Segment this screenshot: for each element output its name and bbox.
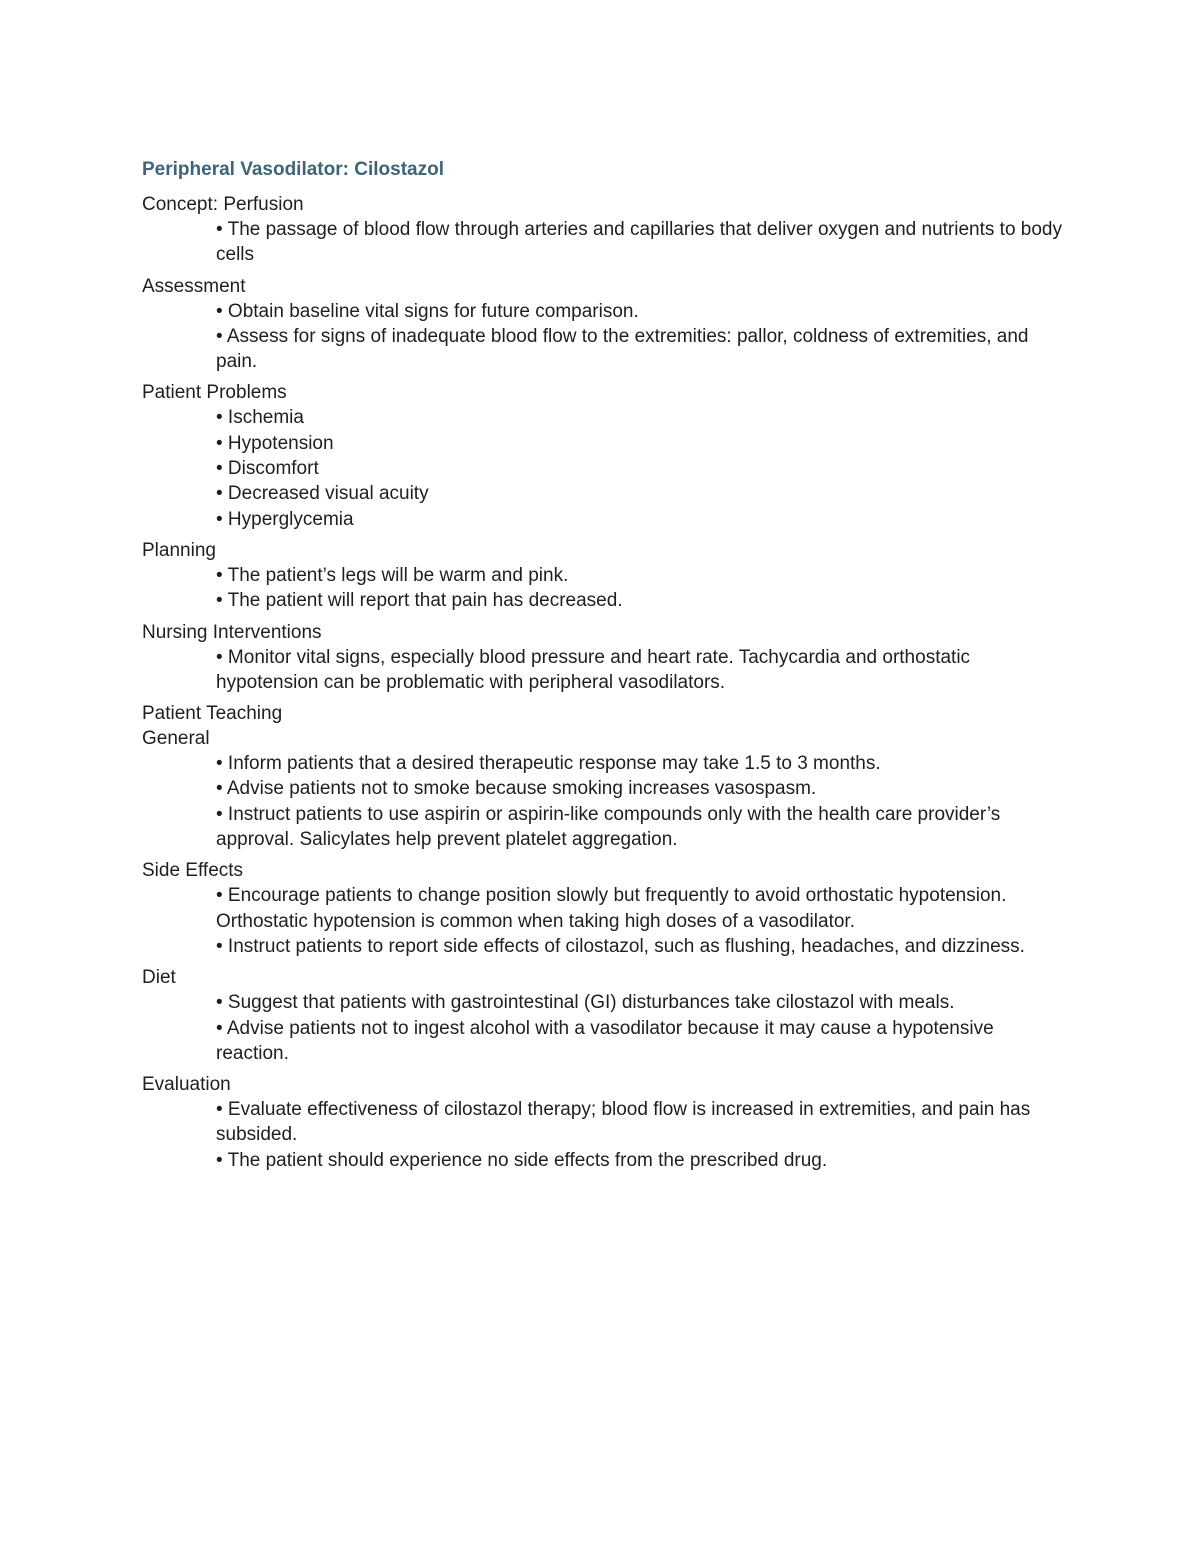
section-assessment — [142, 274, 1062, 375]
section-planning — [142, 538, 1062, 614]
bullet-item: • Decreased visual acuity — [216, 483, 429, 505]
section-concept — [142, 192, 1062, 268]
section-heading: Assessment — [142, 275, 246, 297]
bullet-item: • Assess for signs of inadequate blood flow to the extremities: pallor, coldness of extremities, and pain. — [216, 325, 1029, 373]
bullet-list — [142, 751, 1062, 852]
bullet-item: • Instruct patients to report side effects of cilostazol, such as flushing, headaches, and dizziness. — [216, 935, 1025, 957]
bullet-list — [142, 217, 1062, 268]
bullet-item: • Inform patients that a desired therapeutic response may take 1.5 to 3 months. — [216, 753, 881, 775]
bullet-item: • The passage of blood flow through arteries and capillaries that deliver oxygen and nutrients to body cells — [216, 219, 1062, 266]
document-page — [142, 156, 1062, 1179]
bullet-list — [142, 883, 1062, 959]
bullet-list — [142, 1097, 1062, 1173]
bullet-list — [142, 299, 1062, 375]
bullet-item: • Evaluate effectiveness of cilostazol therapy; blood flow is increased in extremities, and pain has subsided. — [216, 1099, 1031, 1146]
bullet-list — [142, 405, 1062, 531]
bullet-item: • The patient will report that pain has decreased. — [216, 590, 623, 612]
bullet-item: • The patient’s legs will be warm and pink. — [216, 564, 569, 586]
section-diet — [142, 965, 1062, 1066]
bullet-item: • Obtain baseline vital signs for future comparison. — [216, 300, 639, 322]
section-heading: Patient Problems — [142, 382, 287, 404]
bullet-list — [142, 563, 1062, 614]
bullet-item: • Encourage patients to change position slowly but frequently to avoid orthostatic hypotension. Orthostatic hypotension is common when taking high doses of a vasodilator. — [216, 885, 1007, 932]
section-heading: Nursing Interventions — [142, 621, 322, 643]
section-heading: Evaluation — [142, 1074, 231, 1096]
section-patient-problems — [142, 380, 1062, 531]
bullet-list — [142, 645, 1062, 696]
bullet-item: • Advise patients not to ingest alcohol with a vasodilator because it may cause a hypotensive reaction. — [216, 1017, 994, 1064]
section-side-effects — [142, 858, 1062, 959]
bullet-item: • Hyperglycemia — [216, 508, 354, 530]
bullet-item: • Instruct patients to use aspirin or aspirin-like compounds only with the health care provider’s approval. Salicylates help prevent platelet aggregation. — [216, 803, 1001, 851]
bullet-list — [142, 990, 1062, 1066]
section-nursing-interventions — [142, 620, 1062, 696]
section-evaluation — [142, 1072, 1062, 1173]
section-heading: Planning — [142, 539, 216, 561]
bullet-item: • The patient should experience no side effects from the prescribed drug. — [216, 1149, 828, 1171]
section-heading: Side Effects — [142, 860, 244, 882]
section-subheading: General — [142, 728, 210, 750]
bullet-item: • Discomfort — [216, 458, 319, 480]
bullet-item: • Ischemia — [216, 407, 304, 429]
bullet-item: • Suggest that patients with gastrointestinal (GI) disturbances take cilostazol with meals. — [216, 992, 955, 1014]
bullet-item: • Monitor vital signs, especially blood pressure and heart rate. Tachycardia and orthostatic hypotension can be problematic with peripheral vasodilators. — [216, 646, 971, 693]
section-heading: Patient Teaching — [142, 703, 283, 725]
section-heading: Concept: Perfusion — [142, 194, 304, 215]
section-patient-teaching — [142, 701, 1062, 852]
document-title: Peripheral Vasodilator: Cilostazol — [142, 159, 444, 180]
bullet-item: • Advise patients not to smoke because smoking increases vasospasm. — [216, 778, 817, 800]
bullet-item: • Hypotension — [216, 432, 334, 454]
section-heading: Diet — [142, 967, 176, 989]
